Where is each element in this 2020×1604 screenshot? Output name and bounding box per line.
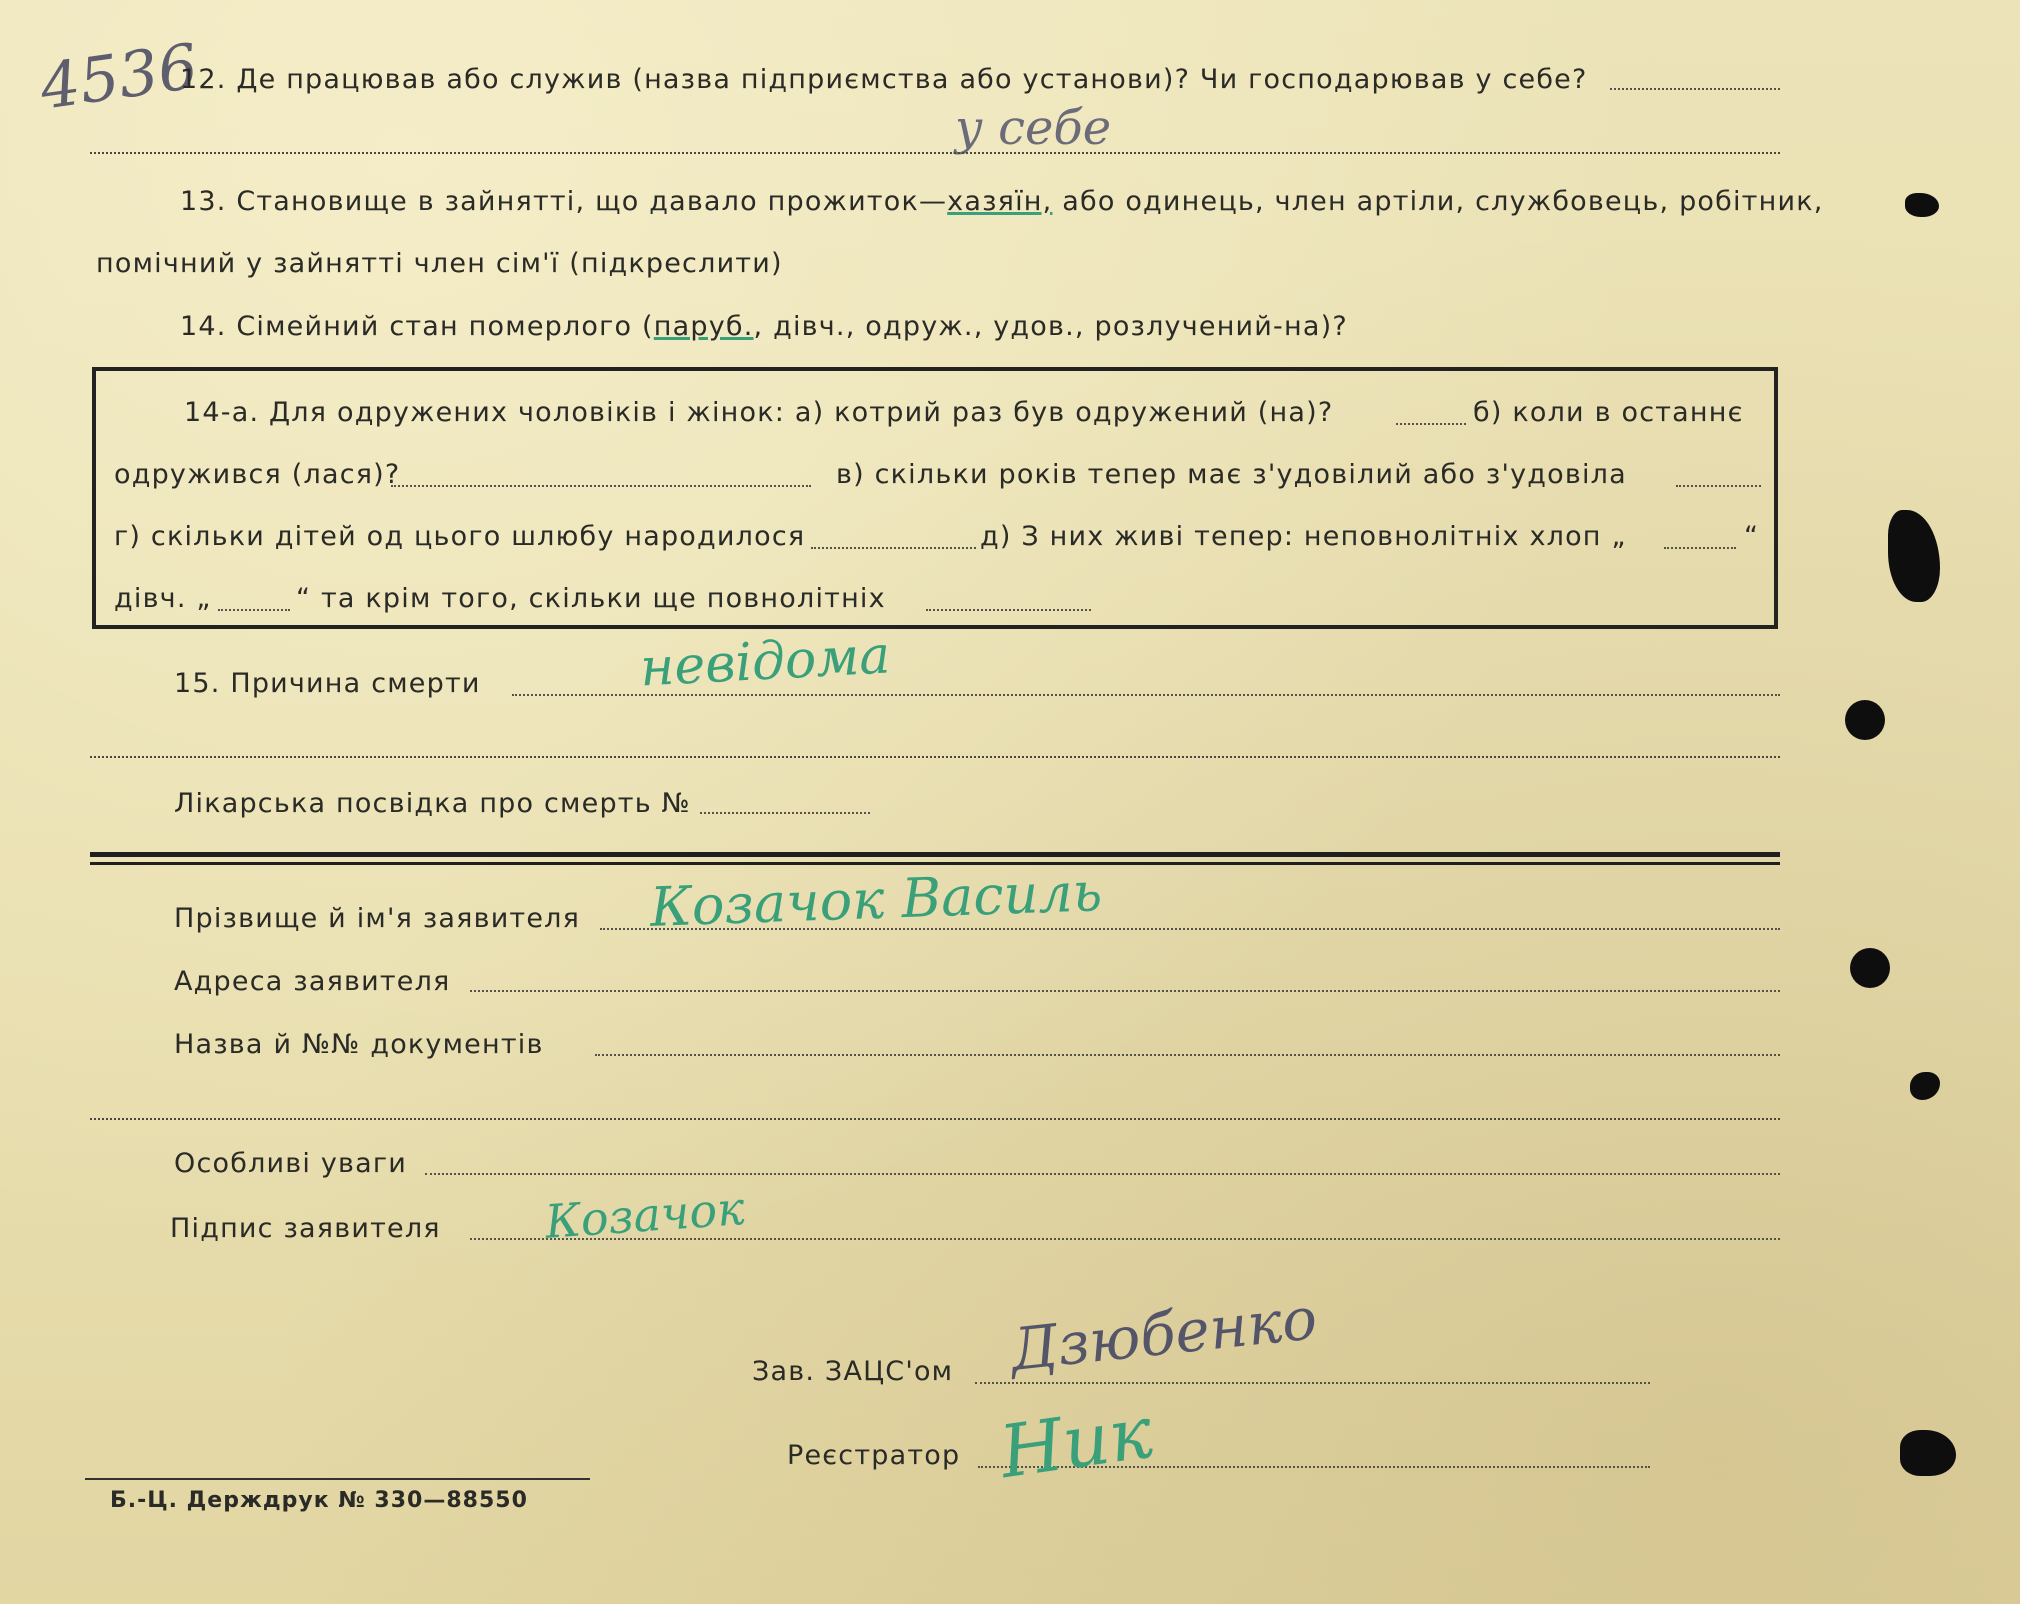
q14a-fill-1 bbox=[1396, 423, 1466, 425]
applicant-docs-label: Назва й №№ документів bbox=[174, 1029, 544, 1060]
q14a-fill-5 bbox=[1664, 547, 1736, 549]
punch-hole-3 bbox=[1910, 1072, 1940, 1100]
q15-label: 15. Причина смерти bbox=[174, 668, 481, 699]
applicant-address-label: Адреса заявителя bbox=[174, 966, 451, 997]
q14-label-a: 14. Сімейний стан померлого ( bbox=[180, 311, 654, 342]
q14a-fill-7 bbox=[926, 609, 1091, 611]
separator-double-2 bbox=[90, 862, 1780, 865]
q14a-fill-6 bbox=[218, 609, 290, 611]
zags-head-signature: Дзюбенко bbox=[1007, 1284, 1321, 1384]
q14a-fill-2 bbox=[391, 485, 811, 487]
applicant-name-value: Козачок Василь bbox=[649, 860, 1104, 939]
q14a-line3-a: г) скільки дітей од цього шлюбу народилося bbox=[114, 521, 806, 552]
q14a-box bbox=[92, 367, 1778, 629]
punch-hole-top bbox=[1905, 193, 1939, 217]
q14-label-b: , дівч., одруж., удов., розлучений-на)? bbox=[753, 311, 1348, 342]
punch-hole-2 bbox=[1850, 948, 1890, 988]
q13-line1 bbox=[180, 186, 1824, 217]
registrar-signature: Ник bbox=[994, 1389, 1158, 1495]
q13-selected-option: хазяїн, bbox=[947, 186, 1053, 217]
q12-fill-line bbox=[1610, 88, 1780, 90]
applicant-signature-label: Підпис заявителя bbox=[170, 1213, 441, 1244]
q14-selected-option: паруб. bbox=[653, 311, 754, 342]
zags-head-fill bbox=[975, 1382, 1650, 1384]
q14a-line1-a: 14-а. Для одружених чоловіків і жінок: а) котрий раз був одружений (на)? bbox=[184, 397, 1334, 428]
printer-rule bbox=[85, 1478, 590, 1480]
q14-line bbox=[180, 311, 1348, 342]
q15-answer: невідома bbox=[638, 625, 892, 699]
q14a-line4-b: “ та крім того, скільки ще повнолітніх bbox=[296, 583, 886, 614]
q15-line2 bbox=[90, 756, 1780, 758]
medical-cert-fill bbox=[700, 812, 870, 814]
q14a-line2-a: одружився (лася)? bbox=[114, 459, 401, 490]
applicant-address-fill bbox=[470, 990, 1780, 992]
q14a-fill-3 bbox=[1676, 485, 1761, 487]
applicant-docs-fill bbox=[595, 1054, 1780, 1056]
q14a-fill-4 bbox=[811, 547, 976, 549]
medical-cert-label: Лікарська посвідка про смерть № bbox=[174, 788, 691, 819]
q13-label-a: 13. Становище в зайнятті, що давало прожиток— bbox=[180, 186, 948, 217]
applicant-signature: Козачок bbox=[543, 1181, 747, 1249]
punch-hole-bottom bbox=[1900, 1430, 1956, 1476]
q12-answer-line bbox=[90, 152, 1780, 154]
printer-imprint: Б.-Ц. Держдрук № 330—88550 bbox=[110, 1488, 528, 1513]
applicant-name-label: Прізвище й ім'я заявителя bbox=[174, 903, 581, 934]
applicant-docs-line2 bbox=[90, 1118, 1780, 1120]
q14a-line1-b: б) коли в останнє bbox=[1473, 397, 1744, 428]
special-notes-fill bbox=[425, 1173, 1780, 1175]
q13-label-b: або одинець, член артіли, службовець, робітник, bbox=[1052, 186, 1824, 217]
registrar-label: Реєстратор bbox=[787, 1440, 961, 1471]
margin-note: 4536 bbox=[35, 29, 203, 124]
special-notes-label: Особливі уваги bbox=[174, 1148, 408, 1179]
punch-hole-1 bbox=[1845, 700, 1885, 740]
q14a-line3-b: д) З них живі тепер: неповнолітніх хлоп „ bbox=[980, 521, 1627, 552]
zags-head-label: Зав. ЗАЦС'ом bbox=[752, 1356, 954, 1387]
q14a-line2-b: в) скільки років тепер має з'удовілий або з'удовіла bbox=[836, 459, 1627, 490]
q14a-line4-a: дівч. „ bbox=[114, 583, 212, 614]
separator-double-1 bbox=[90, 852, 1780, 857]
q12-answer: у себе bbox=[955, 100, 1112, 156]
punch-hole-tear bbox=[1888, 510, 1940, 602]
q12-label: 12. Де працював або служив (назва підприємства або установи)? Чи господарював у себе? bbox=[180, 64, 1588, 95]
q14a-line3-c: “ bbox=[1744, 521, 1760, 552]
q13-label-c: помічний у зайнятті член сім'ї (підкреслити) bbox=[96, 248, 783, 279]
